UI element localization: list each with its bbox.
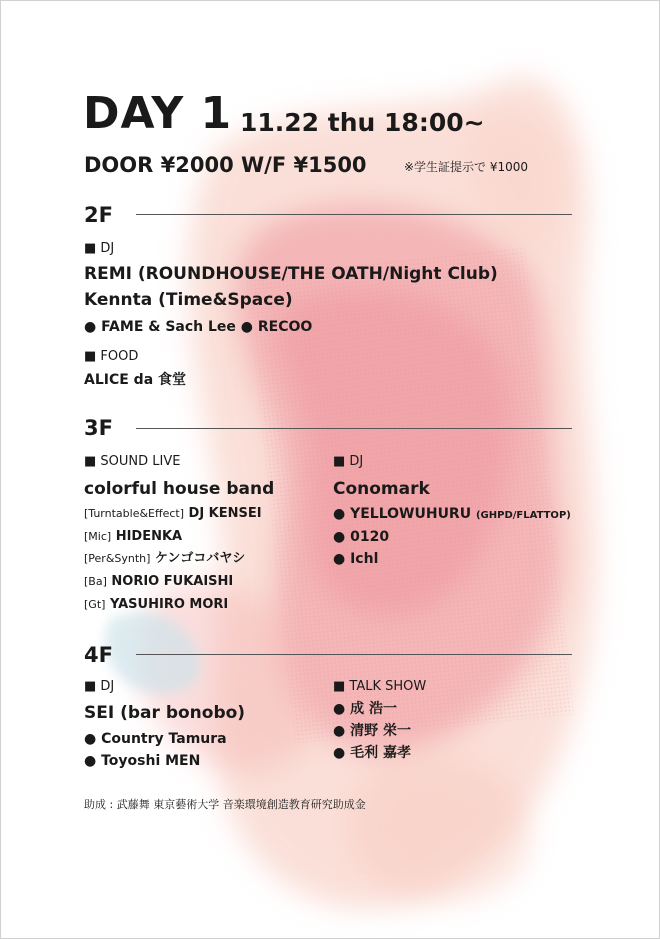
- floor-3f-dj-conomark: Conomark: [333, 479, 430, 499]
- member-row: [84, 598, 228, 611]
- floor-2f-dj-heading: ■ DJ: [84, 241, 115, 256]
- floor-3f-dj-yellowuhuru: [333, 507, 571, 521]
- member-row: [84, 552, 245, 565]
- floor-4f-label: 4F: [84, 643, 113, 667]
- floor-2f-food-heading: ■ FOOD: [84, 349, 139, 364]
- floor-2f-dj-remi: REMI (ROUNDHOUSE/THE OATH/Night Club): [84, 264, 498, 284]
- date-time: 11.22 thu 18:00~: [240, 108, 485, 137]
- member-name: YASUHIRO MORI: [109, 597, 229, 612]
- dj-name: ● YELLOWUHURU: [333, 506, 472, 522]
- floor-2f-food-name: ALICE da 食堂: [84, 372, 187, 388]
- dj-affiliation: (GHPD/FLATTOP): [475, 510, 571, 521]
- floor-3f-dj-0120: ● 0120: [333, 529, 390, 545]
- member-row: [84, 575, 233, 588]
- student-discount-note: ※学生証提示で ¥1000: [404, 160, 529, 174]
- floor-2f-dj-others: ● FAME & Sach Lee ● RECOO: [84, 319, 313, 335]
- member-name: DJ KENSEI: [188, 506, 262, 521]
- member-role: [Per&Synth]: [84, 552, 151, 565]
- member-name: ケンゴコバヤシ: [154, 551, 246, 566]
- floor-3f-dj-ichl: ● Ichl: [333, 551, 379, 567]
- member-row: [84, 507, 262, 520]
- floor-3f-live-heading: ■ SOUND LIVE: [84, 454, 181, 469]
- member-name: NORIO FUKAISHI: [111, 574, 234, 589]
- member-row: [84, 530, 182, 543]
- member-role: [Gt]: [84, 598, 106, 611]
- member-role: [Mic]: [84, 530, 112, 543]
- floor-3f-dj-heading: ■ DJ: [333, 454, 364, 469]
- floor-2f-label: 2F: [84, 203, 113, 227]
- member-role: [Ba]: [84, 575, 107, 588]
- floor-2f-divider: [136, 214, 572, 215]
- ticket-prices: DOOR ¥2000 W/F ¥1500: [84, 153, 367, 177]
- floor-4f-dj-country-tamura: ● Country Tamura: [84, 731, 227, 747]
- floor-2f-dj-kennta: Kennta (Time&Space): [84, 290, 293, 310]
- floor-4f-dj-heading: ■ DJ: [84, 679, 115, 694]
- floor-4f-talk-heading: ■ TALK SHOW: [333, 679, 427, 694]
- floor-4f-divider: [136, 654, 572, 655]
- member-name: HIDENKA: [115, 529, 183, 544]
- floor-4f-dj-sei: SEI (bar bonobo): [84, 703, 246, 723]
- talk-guest: ● 成 浩一: [333, 701, 397, 717]
- member-role: [Turntable&Effect]: [84, 507, 184, 520]
- floor-4f-dj-toyoshi-men: ● Toyoshi MEN: [84, 753, 201, 769]
- floor-3f-label: 3F: [84, 416, 113, 440]
- talk-guest: ● 清野 栄一: [333, 723, 411, 739]
- floor-3f-divider: [136, 428, 572, 429]
- talk-guest: ● 毛利 嘉孝: [333, 745, 411, 761]
- sponsor-credit: 助成 : 武藤舞 東京藝術大学 音楽環境創造教育研究助成金: [84, 798, 366, 811]
- day-title: DAY 1: [83, 88, 233, 139]
- floor-3f-band-name: colorful house band: [84, 479, 275, 499]
